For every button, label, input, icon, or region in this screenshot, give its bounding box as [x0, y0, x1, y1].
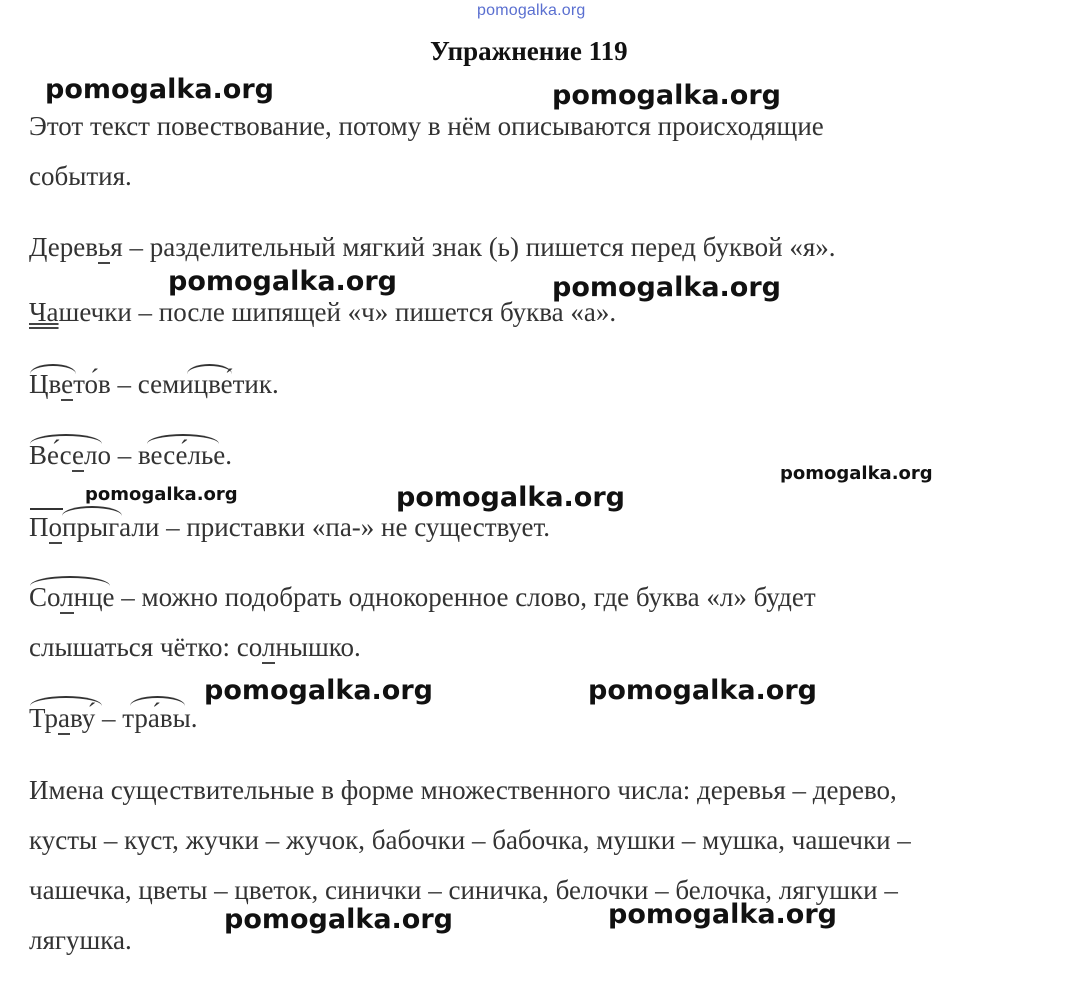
word-part: П — [29, 512, 49, 542]
explanation: – можно подобрать однокоренное слово, где буква «л» будет — [114, 582, 816, 612]
example-chashechki — [29, 297, 616, 328]
highlighted-letter: л — [60, 582, 74, 612]
explanation: – разделительный мягкий знак (ь) пишется перед буквой «я». — [122, 232, 836, 262]
watermark: pomogalka.org — [168, 266, 397, 297]
word-part: ло — [83, 440, 111, 470]
page-title: Упражнение 119 — [430, 36, 628, 66]
watermark: pomogalka.org — [552, 272, 781, 303]
paragraph-line: Имена существительные в форме множественного числа: деревья – дерево, — [29, 775, 897, 805]
watermark: pomogalka.org — [780, 463, 933, 484]
word-part: я — [110, 232, 123, 262]
explanation: – семицве́тик. — [110, 369, 279, 399]
site-link[interactable]: pomogalka.org — [477, 2, 586, 19]
highlighted-letter: е — [71, 440, 84, 470]
explanation: – приставки «па-» не существует. — [159, 512, 551, 542]
word-part: Ве́с — [29, 440, 72, 470]
word-part: нышко. — [275, 632, 361, 662]
example-solntse-cont — [29, 632, 361, 663]
highlighted-letter: л — [261, 632, 276, 662]
word-part: Со — [29, 582, 61, 612]
word-part: шечки — [58, 297, 132, 327]
word-part: Дерев — [29, 232, 98, 262]
highlighted-letter: а — [57, 703, 70, 733]
explanation: – тра́вы. — [95, 703, 198, 733]
watermark: pomogalka.org — [224, 904, 453, 935]
word-part: то́в — [73, 369, 111, 399]
paragraph-line: лягушка. — [29, 925, 132, 955]
watermark: pomogalka.org — [608, 899, 837, 930]
paragraph-line: чашечка, цветы – цветок, синички – синичка, белочки – белочка, лягушки – — [29, 875, 898, 905]
watermark: pomogalka.org — [588, 675, 817, 706]
paragraph-line: Этот текст повествование, потому в нём описываются происходящие — [29, 111, 824, 141]
paragraph-line: кусты – куст, жучки – жучок, бабочки – бабочка, мушки – мушка, чашечки – — [29, 825, 911, 855]
watermark: pomogalka.org — [552, 80, 781, 111]
word-part: Тр — [29, 703, 58, 733]
word-part: ву́ — [69, 703, 96, 733]
explanation: – весе́лье. — [110, 440, 233, 470]
watermark: pomogalka.org — [45, 74, 274, 105]
example-travu — [29, 703, 198, 734]
word-part: прыгали — [62, 512, 160, 542]
word-part: Цв — [29, 369, 62, 399]
watermark: pomogalka.org — [396, 482, 625, 513]
watermark: pomogalka.org — [85, 484, 238, 505]
highlighted-letter: ь — [97, 232, 111, 262]
word-part: нце — [73, 582, 115, 612]
example-solntse — [29, 582, 816, 613]
highlighted-letters: Ча — [29, 297, 59, 327]
example-veselo — [29, 440, 232, 471]
explanation: – после шипящей «ч» пишется буква «а». — [131, 297, 617, 327]
paragraph-line: события. — [29, 161, 132, 191]
example-derevya — [29, 232, 836, 263]
example-tsvetov — [29, 369, 279, 400]
highlighted-letter: е — [61, 369, 74, 399]
highlighted-letter: о — [48, 512, 62, 542]
watermark: pomogalka.org — [204, 675, 433, 706]
prefix-mark — [30, 508, 63, 511]
word-part: слышаться чётко: со — [29, 632, 262, 662]
example-poprygali — [29, 512, 550, 543]
